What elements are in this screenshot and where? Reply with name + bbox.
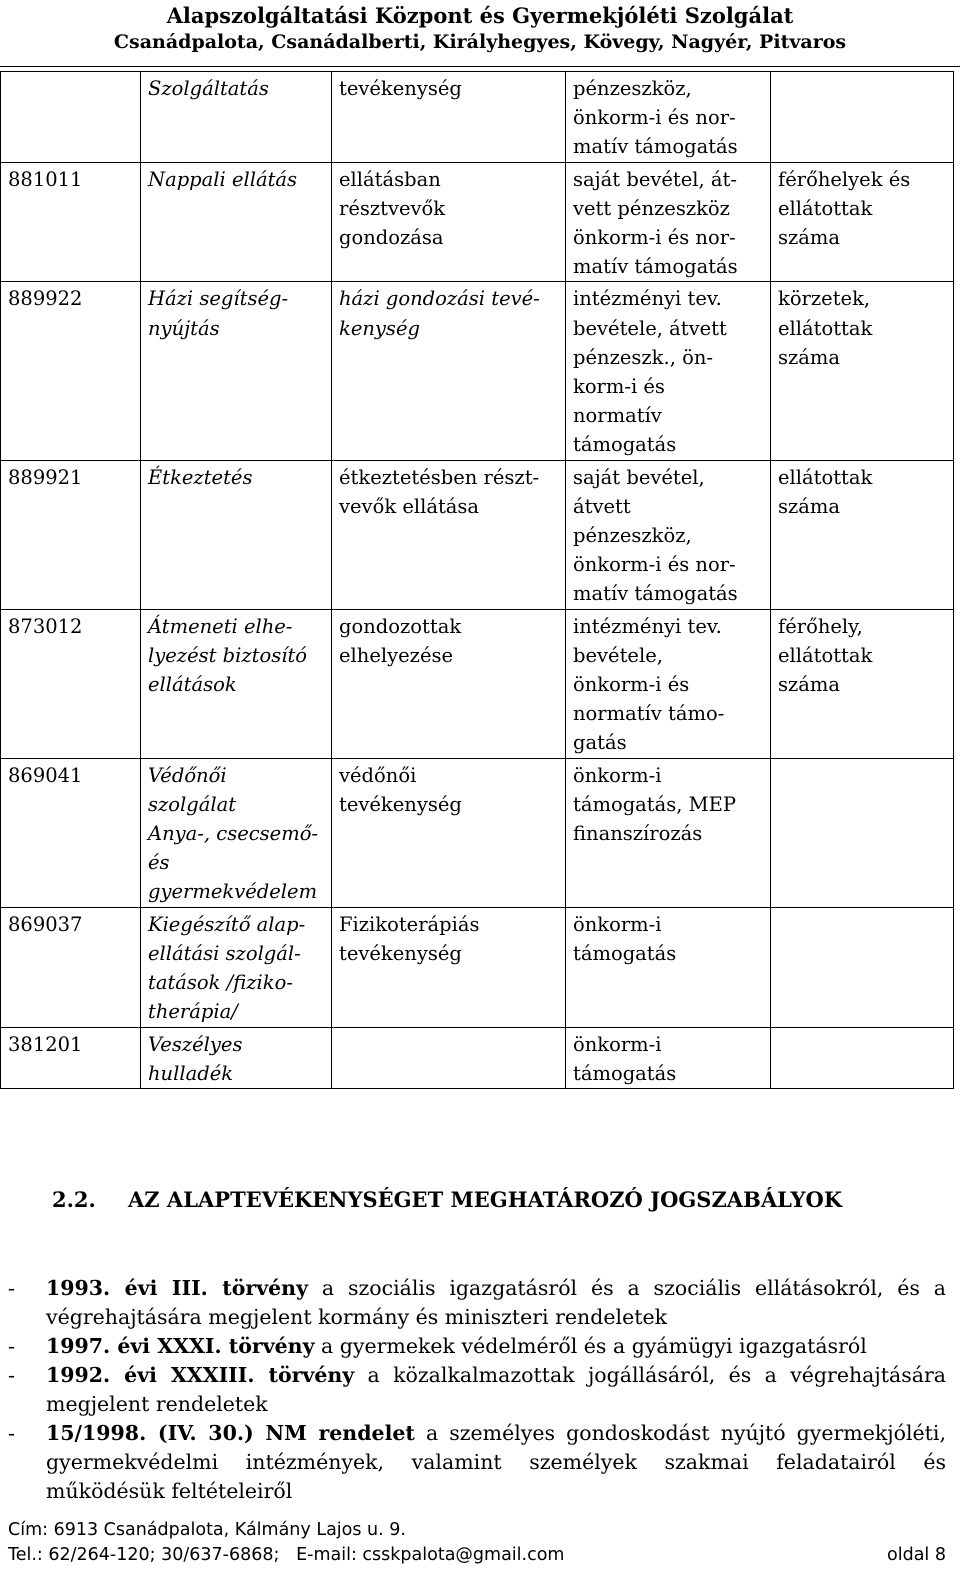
cell-line: hulladék: [148, 1061, 234, 1085]
capacity-cell: [771, 162, 954, 282]
cell-line: ellátási szolgál-: [148, 941, 301, 965]
activity-cell: [332, 72, 566, 163]
cell-line: gatás: [573, 731, 627, 755]
capacity-cell: [771, 1027, 954, 1088]
activity-cell: [332, 162, 566, 282]
law-text: a gyermekek védelméről és a gyámügyi igazgatásról: [321, 1334, 867, 1358]
capacity-cell: [771, 758, 954, 907]
capacity-cell: [771, 907, 954, 1027]
service-cell: [141, 758, 332, 907]
activity-cell: [332, 460, 566, 609]
cell-line: ellátottak: [778, 196, 873, 220]
cell-line: férőhelyek és: [778, 167, 911, 191]
cell-line: Nappali ellátás: [148, 167, 298, 191]
service-cell: [141, 282, 332, 460]
law-text: a közalkalmazottak jogállásáról, és a végrehajtására: [367, 1363, 946, 1387]
cell-line: étkeztetésben részt-: [339, 465, 540, 489]
list-item: [8, 1274, 946, 1332]
law-line: gyermekvédelmi intézmények, valamint személyek szakmai feladatairól és: [46, 1450, 946, 1474]
code-cell: [1, 162, 141, 282]
cell-line: Védőnői: [148, 763, 227, 787]
cell-line: normatív támo-: [573, 702, 725, 726]
cell-line: támogatás: [573, 433, 677, 457]
cell-line: száma: [778, 345, 841, 369]
cell-line: [778, 761, 947, 790]
activity-cell: [332, 609, 566, 758]
capacity-cell: [771, 72, 954, 163]
cell-line: önkorm-i és nor-: [573, 226, 736, 250]
list-dash: -: [8, 1334, 15, 1358]
code-cell: [1, 758, 141, 907]
cell-line: 869037: [8, 912, 83, 936]
cell-line: normatív: [573, 404, 662, 428]
capacity-cell: [771, 282, 954, 460]
cell-line: tevékenység: [339, 941, 462, 965]
section-heading: [52, 1184, 842, 1216]
cell-line: 381201: [8, 1032, 83, 1056]
activity-cell: [332, 907, 566, 1027]
law-title: 1992. évi XXXIII. törvény: [46, 1363, 355, 1387]
cell-line: Étkeztetés: [148, 465, 253, 489]
section-number: 2.2.: [52, 1187, 96, 1212]
cell-line: lyezést biztosító: [148, 643, 308, 667]
cell-line: kenység: [339, 316, 420, 340]
cell-line: száma: [778, 226, 841, 250]
cell-line: és: [148, 851, 170, 875]
cell-line: elhelyezése: [339, 643, 454, 667]
cell-line: [778, 1030, 947, 1059]
cell-line: pénzeszk., ön-: [573, 345, 713, 369]
cell-line: védőnői: [339, 763, 417, 787]
cell-line: matív támogatás: [573, 135, 738, 159]
table-row: [1, 282, 954, 460]
cell-line: Kiegészítő alap-: [148, 912, 306, 936]
law-title: 1997. évi XXXI. törvény: [46, 1334, 315, 1358]
service-cell: [141, 907, 332, 1027]
list-item: [8, 1361, 946, 1419]
cell-line: férőhely,: [778, 614, 863, 638]
cell-line: pénzeszköz,: [573, 524, 692, 548]
cell-line: tevékenység: [339, 77, 462, 100]
page-number: oldal 8: [887, 1545, 946, 1565]
table-row: [1, 1027, 954, 1088]
cell-line: korm-i és: [573, 375, 665, 399]
law-text: a szociális igazgatásról és a szociális ellátásokról, és a: [321, 1276, 946, 1300]
cell-line: támogatás: [573, 1061, 677, 1085]
table-row: [1, 907, 954, 1027]
funding-cell: [566, 282, 771, 460]
list-item: [8, 1419, 946, 1506]
law-line: megjelent rendeletek: [46, 1392, 268, 1416]
table-row: [1, 460, 954, 609]
cell-line: házi gondozási tevé-: [339, 287, 540, 311]
cell-line: gondozása: [339, 226, 444, 250]
cell-line: önkorm-i és: [573, 673, 690, 697]
list-item: [8, 1332, 946, 1361]
cell-line: ellátottak: [778, 316, 873, 340]
law-title: 1993. évi III. törvény: [46, 1276, 308, 1300]
cell-line: szolgálat: [148, 792, 237, 816]
cell-line: támogatás: [573, 941, 677, 965]
cell-line: intézményi tev.: [573, 614, 722, 638]
activity-cell: [332, 1027, 566, 1088]
page-header: [0, 0, 960, 56]
cell-line: vevők ellátása: [339, 494, 480, 518]
law-list: [8, 1274, 946, 1506]
cell-line: tevékenység: [339, 792, 462, 816]
header-subtitle: Csanádpalota, Csanádalberti, Királyhegyes, Kövegy, Nagyér, Pitvaros: [113, 31, 847, 53]
table-row: [1, 609, 954, 758]
cell-line: intézményi tev.: [573, 287, 722, 311]
cell-line: finanszírozás: [573, 822, 703, 846]
code-cell: [1, 609, 141, 758]
activity-cell: [332, 282, 566, 460]
cell-line: önkorm-i: [573, 912, 662, 936]
activity-cell: [332, 758, 566, 907]
code-cell: [1, 1027, 141, 1088]
services-table: [0, 71, 954, 1089]
cell-line: önkorm-i és nor-: [573, 553, 736, 577]
cell-line: Átmeneti elhe-: [148, 614, 293, 638]
cell-line: támogatás, MEP: [573, 792, 736, 816]
cell-line: nyújtás: [148, 316, 220, 340]
cell-line: therápia/: [148, 1000, 238, 1024]
cell-line: száma: [778, 673, 841, 697]
page-footer: [8, 1518, 946, 1568]
code-cell: [1, 907, 141, 1027]
cell-line: önkorm-i és nor-: [573, 106, 736, 130]
cell-line: körzetek,: [778, 287, 871, 311]
cell-line: 889921: [8, 465, 83, 489]
footer-contact: Tel.: 62/264-120; 30/637-6868; E-mail: csskpalota@gmail.com: [8, 1545, 565, 1565]
cell-line: 889922: [8, 287, 83, 311]
funding-cell: [566, 1027, 771, 1088]
table-row: [1, 758, 954, 907]
cell-line: vett pénzeszköz: [573, 196, 730, 220]
law-line: [46, 1274, 946, 1303]
cell-line: ellátottak: [778, 465, 873, 489]
law-title: 15/1998. (IV. 30.) NM rendelet: [46, 1421, 415, 1445]
service-cell: [141, 609, 332, 758]
cell-line: [778, 910, 947, 939]
funding-cell: [566, 72, 771, 163]
footer-address: Cím: 6913 Csanádpalota, Kálmány Lajos u. 9.: [8, 1520, 406, 1540]
cell-line: saját bevétel, át-: [573, 167, 737, 191]
cell-line: [8, 74, 134, 103]
cell-line: bevétele, átvett: [573, 316, 727, 340]
law-line: végrehajtására megjelent kormány és miniszteri rendeletek: [46, 1305, 667, 1329]
cell-line: Házi segítség-: [148, 287, 289, 311]
cell-line: tatások /fiziko-: [148, 971, 293, 995]
cell-line: 869041: [8, 763, 83, 787]
funding-cell: [566, 162, 771, 282]
table-row: [1, 72, 954, 163]
cell-line: Fizikoterápiás: [339, 912, 480, 936]
cell-line: száma: [778, 494, 841, 518]
cell-line: ellátottak: [778, 643, 873, 667]
section-title: AZ ALAPTEVÉKENYSÉGET MEGHATÁROZÓ JOGSZABÁLYOK: [128, 1187, 843, 1212]
cell-line: ellátásban: [339, 167, 441, 191]
funding-cell: [566, 609, 771, 758]
cell-line: önkorm-i: [573, 763, 662, 787]
header-rule: [0, 66, 960, 67]
law-line: működésük feltételeiről: [46, 1479, 293, 1503]
cell-line: átvett: [573, 494, 631, 518]
cell-line: saját bevétel,: [573, 465, 705, 489]
capacity-cell: [771, 609, 954, 758]
capacity-cell: [771, 460, 954, 609]
code-cell: [1, 72, 141, 163]
funding-cell: [566, 907, 771, 1027]
list-dash: -: [8, 1276, 15, 1300]
law-text: a személyes gondoskodást nyújtó gyermekjóléti,: [425, 1421, 946, 1445]
table-row: [1, 162, 954, 282]
law-line: [46, 1419, 946, 1448]
cell-line: önkorm-i: [573, 1032, 662, 1056]
cell-line: [339, 1030, 559, 1059]
cell-line: gondozottak: [339, 614, 462, 638]
service-cell: [141, 460, 332, 609]
cell-line: Szolgáltatás: [148, 77, 269, 100]
cell-line: [778, 74, 947, 103]
service-cell: [141, 162, 332, 282]
funding-cell: [566, 460, 771, 609]
list-dash: -: [8, 1421, 15, 1445]
cell-line: gyermekvédelem: [148, 880, 318, 904]
cell-line: pénzeszköz,: [573, 77, 692, 100]
cell-line: bevétele,: [573, 643, 663, 667]
funding-cell: [566, 758, 771, 907]
cell-line: ellátások: [148, 673, 237, 697]
header-title: Alapszolgáltatási Központ és Gyermekjóléti Szolgálat: [166, 3, 794, 28]
code-cell: [1, 282, 141, 460]
service-cell: [141, 1027, 332, 1088]
code-cell: [1, 460, 141, 609]
cell-line: Anya-, csecsemő-: [148, 822, 319, 846]
cell-line: 881011: [8, 167, 83, 191]
service-cell: [141, 72, 332, 163]
cell-line: Veszélyes: [148, 1032, 243, 1056]
cell-line: matív támogatás: [573, 582, 738, 606]
footer-contact-line: [8, 1543, 946, 1568]
law-line: [46, 1361, 946, 1390]
cell-line: résztvevők: [339, 196, 446, 220]
cell-line: matív támogatás: [573, 255, 738, 279]
law-line: [46, 1332, 946, 1361]
cell-line: 873012: [8, 614, 83, 638]
list-dash: -: [8, 1363, 15, 1387]
